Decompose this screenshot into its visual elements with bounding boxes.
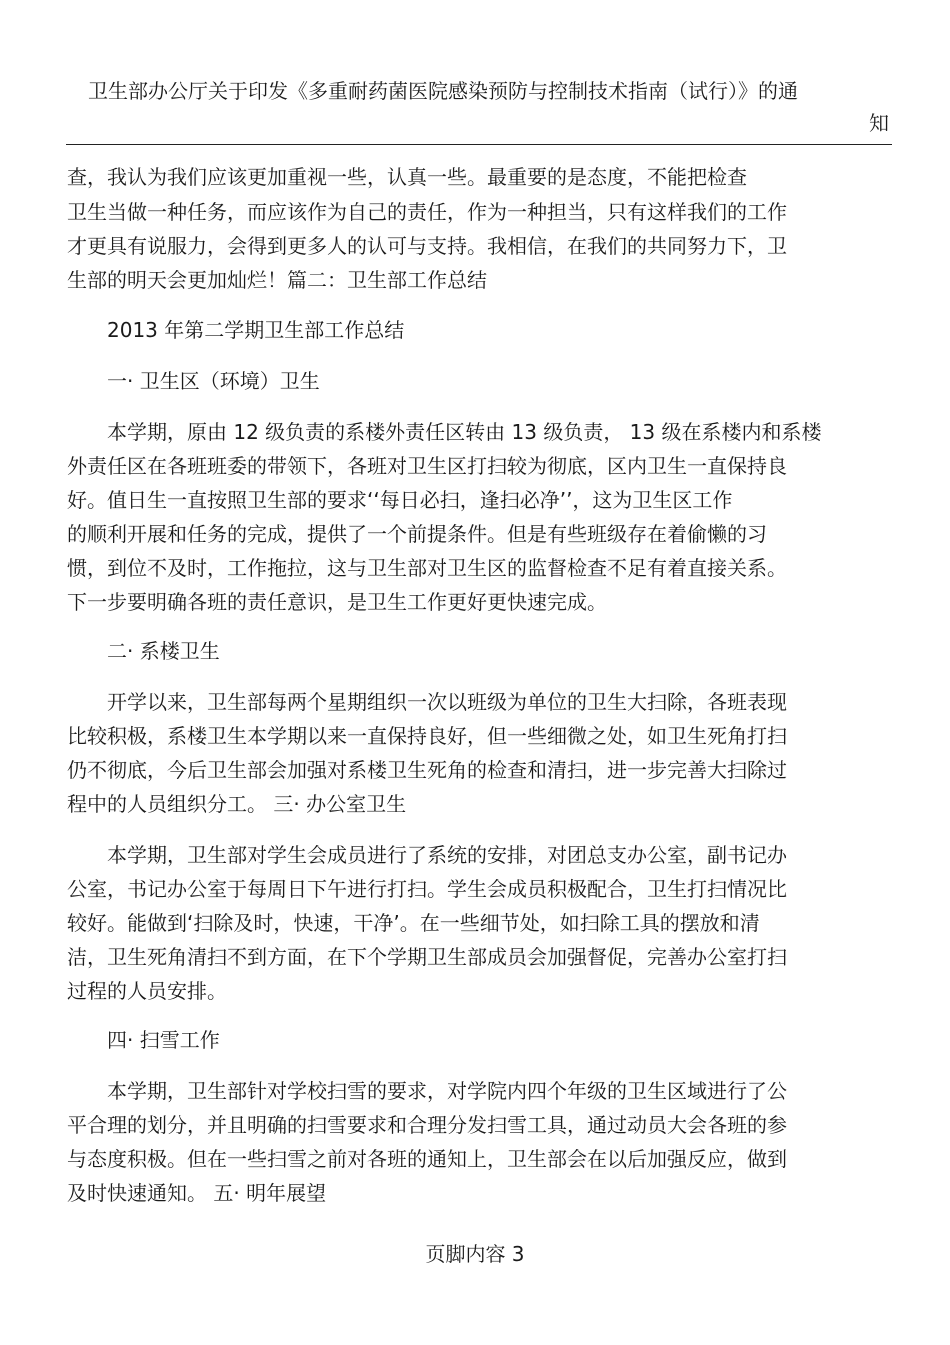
body-text-line: 仍不彻底，今后卫生部会加强对系楼卫生死角的检查和清扫，进一步完善大扫除过 [67, 758, 787, 782]
body-text-line: 公室，书记办公室于每周日下午进行打扫。学生会成员积极配合，卫生打扫情况比 [67, 877, 787, 901]
body-text-line: 洁，卫生死角清扫不到方面，在下个学期卫生部成员会加强督促，完善办公室打扫 [67, 945, 787, 969]
section-title: 2013 年第二学期卫生部工作总结 [107, 318, 405, 342]
header-divider [66, 144, 892, 145]
body-text-line: 及时快速通知。 五· 明年展望 [67, 1181, 327, 1205]
body-text-line: 与态度积极。但在一些扫雪之前对各班的通知上，卫生部会在以后加强反应，做到 [67, 1147, 787, 1171]
section-heading: 四· 扫雪工作 [107, 1028, 220, 1052]
body-text-line: 卫生当做一种任务，而应该作为自己的责任，作为一种担当，只有这样我们的工作 [67, 200, 787, 224]
body-text-line: 开学以来，卫生部每两个星期组织一次以班级为单位的卫生大扫除，各班表现 [107, 690, 787, 714]
body-text-line: 平合理的划分，并且明确的扫雪要求和合理分发扫雪工具，通过动员大会各班的参 [67, 1113, 787, 1137]
body-text-line: 的顺利开展和任务的完成，提供了一个前提条件。但是有些班级存在着偷懒的习 [67, 522, 767, 546]
body-text-line: 生部的明天会更加灿烂！篇二：卫生部工作总结 [67, 268, 487, 292]
section-heading: 二· 系楼卫生 [107, 639, 220, 663]
body-text-line: 惯，到位不及时，工作拖拉，这与卫生部对卫生区的监督检查不足有着直接关系。 [67, 556, 787, 580]
body-text-line: 比较积极，系楼卫生本学期以来一直保持良好，但一些细微之处，如卫生死角打扫 [67, 724, 787, 748]
body-text-line: 好。值日生一直按照卫生部的要求‘‘每日必扫，逢扫必净’’，这为卫生区工作 [67, 488, 733, 512]
document-header-title: 卫生部办公厅关于印发《多重耐药菌医院感染预防与控制技术指南（试行）》的通 [88, 79, 798, 103]
body-text-line: 本学期，原由 12 级负责的系楼外责任区转由 13 级负责， 13 级在系楼内和系楼 [107, 420, 822, 444]
body-text-line: 本学期，卫生部针对学校扫雪的要求，对学院内四个年级的卫生区域进行了公 [107, 1079, 787, 1103]
body-text-line: 外责任区在各班班委的带领下，各班对卫生区打扫较为彻底，区内卫生一直保持良 [67, 454, 787, 478]
section-heading: 一· 卫生区（环境）卫生 [107, 369, 320, 393]
body-text-line: 过程的人员安排。 [67, 979, 227, 1003]
body-text-line: 程中的人员组织分工。 三· 办公室卫生 [67, 792, 407, 816]
page-footer: 页脚内容 3 [425, 1242, 525, 1266]
body-text-line: 才更具有说服力，会得到更多人的认可与支持。我相信，在我们的共同努力下，卫 [67, 234, 787, 258]
body-text-line: 查，我认为我们应该更加重视一些，认真一些。最重要的是态度，不能把检查 [67, 165, 747, 189]
document-header-title-continued: 知 [869, 111, 889, 135]
body-text-line: 较好。能做到‘扫除及时，快速，干净’。在一些细节处，如扫除工具的摆放和清 [67, 911, 760, 935]
body-text-line: 下一步要明确各班的责任意识，是卫生工作更好更快速完成。 [67, 590, 607, 614]
body-text-line: 本学期，卫生部对学生会成员进行了系统的安排，对团总支办公室，副书记办 [107, 843, 787, 867]
